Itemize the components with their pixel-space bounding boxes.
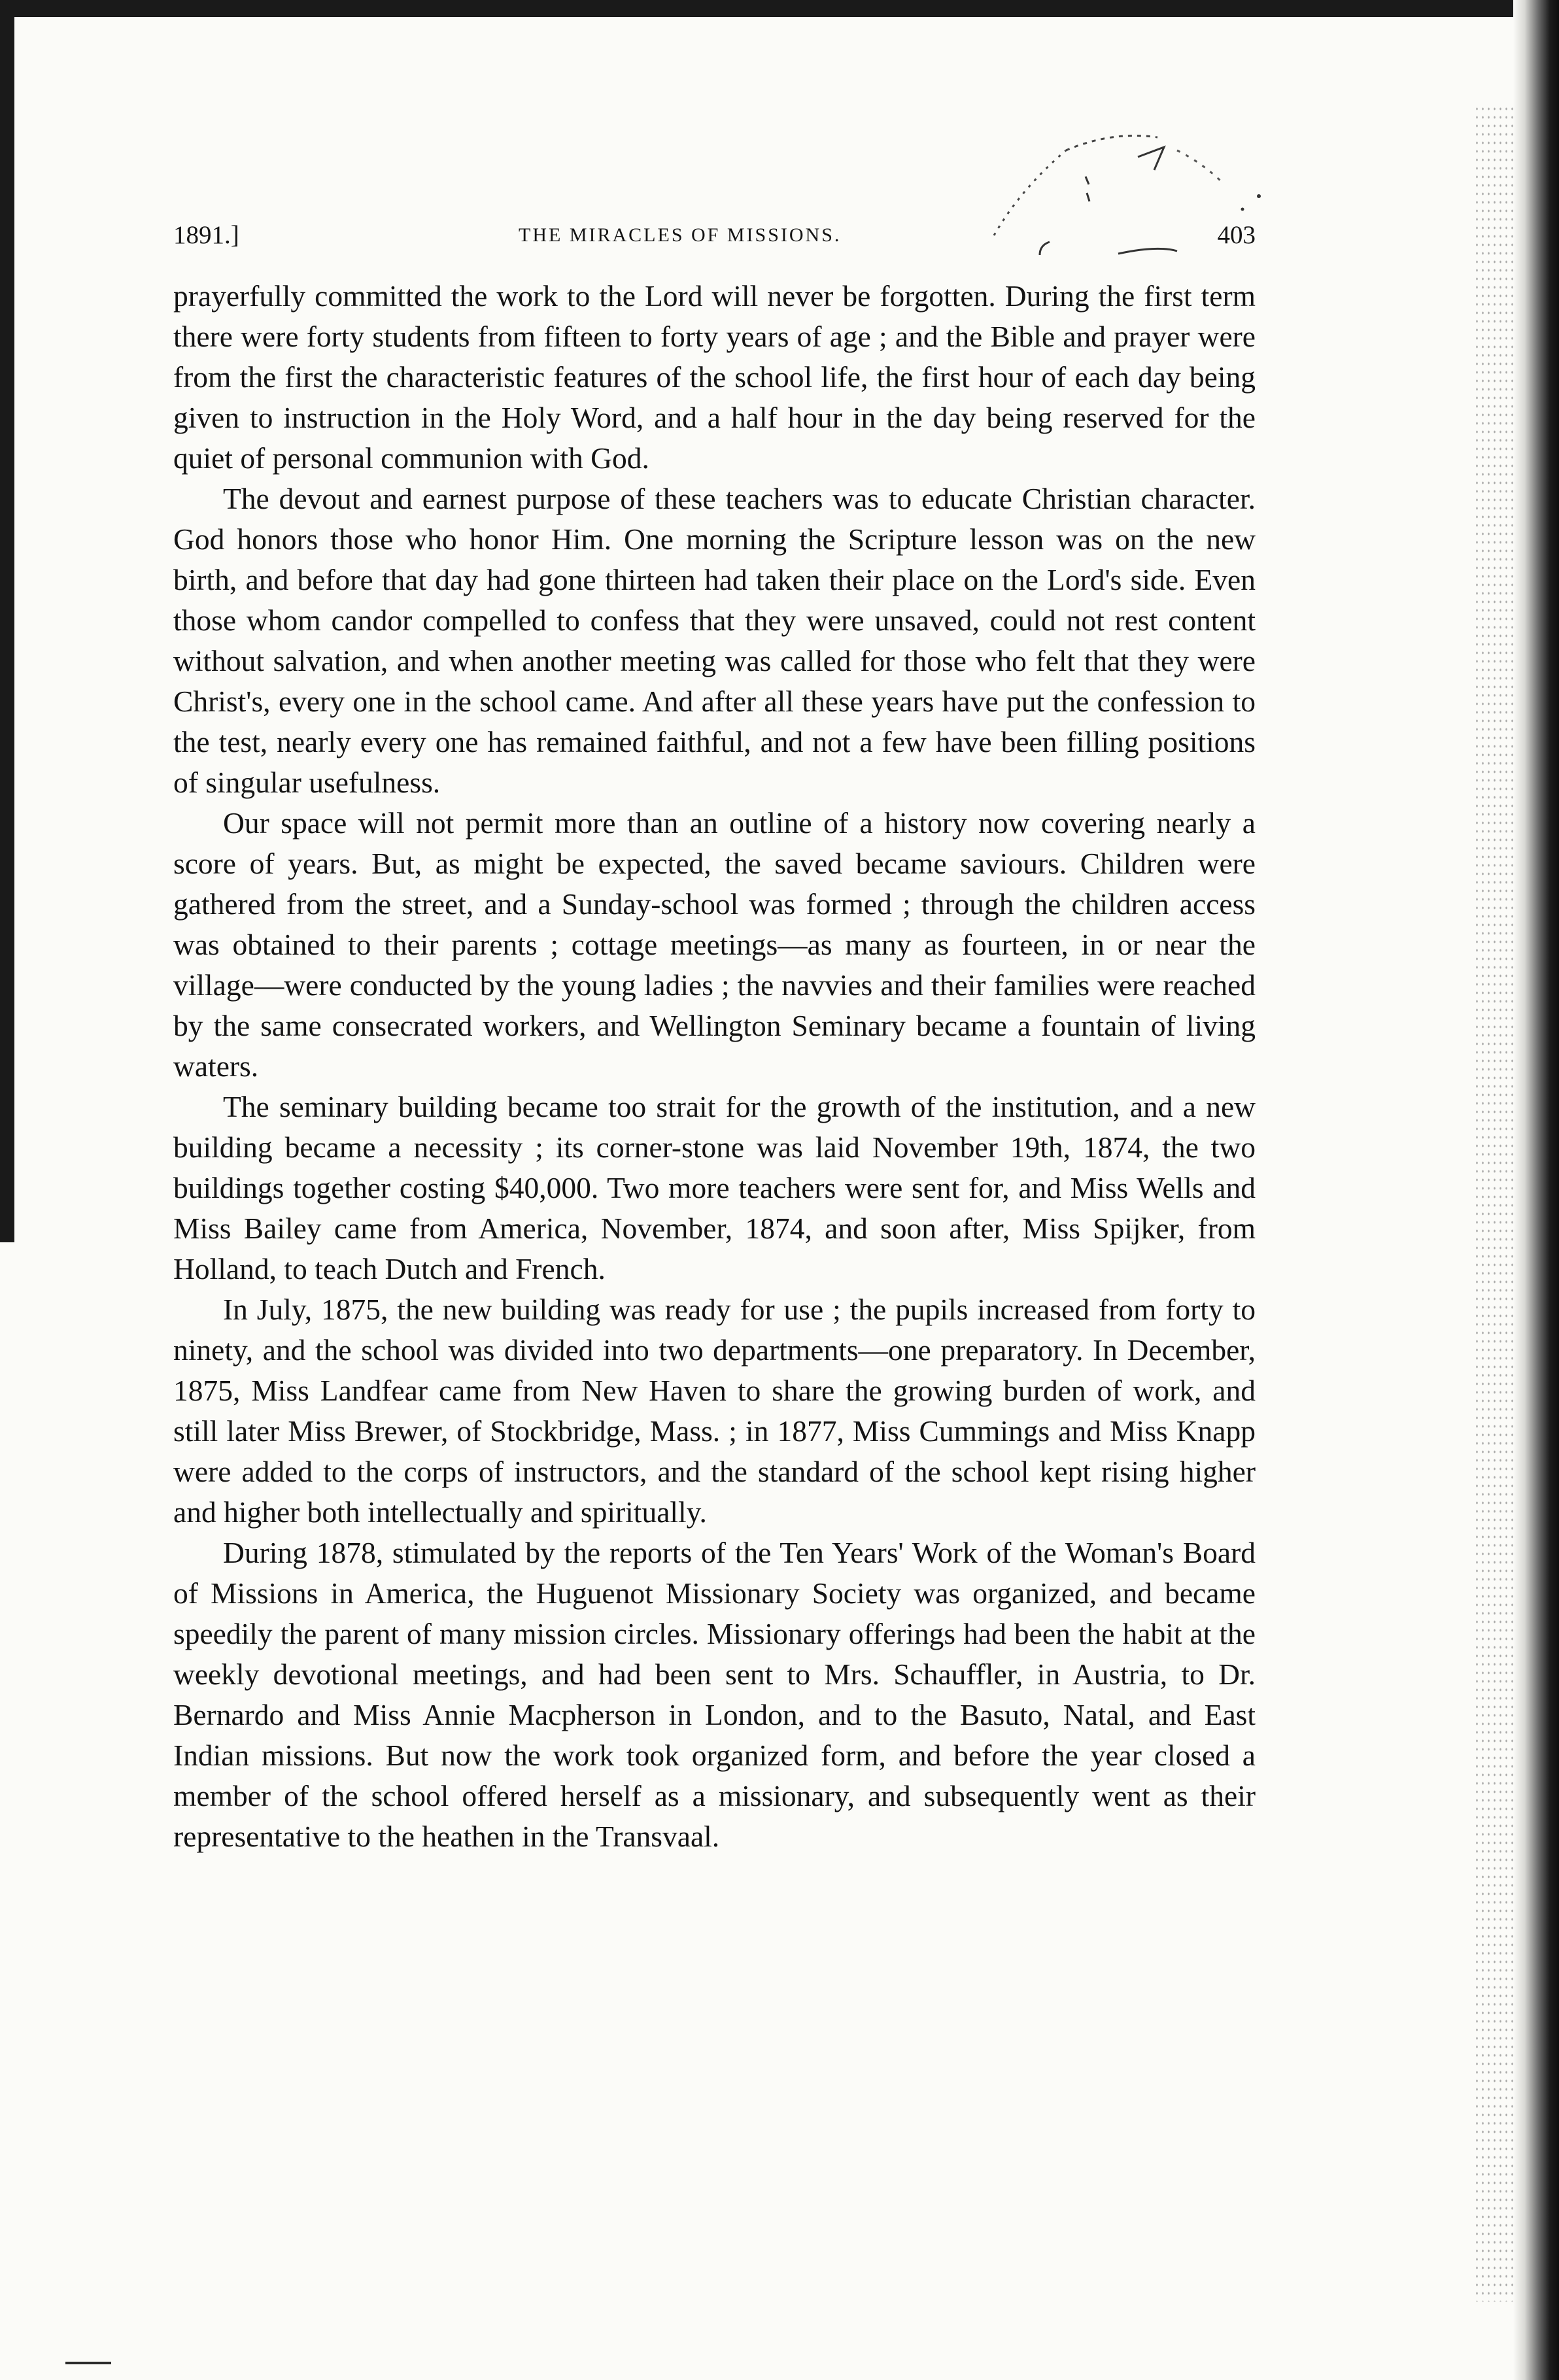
paragraph: The devout and earnest purpose of these teachers was to educate Christian character. God honors those who honor Him. One morning the Scripture lesson was on the new birth, and before that day had gone thirteen had taken their place on the Lord's side. Even those whom candor compelled to confess that they were unsaved, could not rest content without salvation, and when another meeting was called for those who felt that they were Christ's, every one in the school came. And after all these years have put the confession to the test, nearly every one has remained faithful, and not a few have been filling positions of singular usefulness.	[173, 482, 1256, 799]
paragraph: In July, 1875, the new building was ready for use ; the pupils increased from forty to ninety, and the school was divided into two departments—one preparatory. In December, 1875, Miss Landfear came from New Haven to share the growing burden of work, and still later Miss Brewer, of Stockbridge, Mass. ; in 1877, Miss Cummings and Miss Knapp were added to the corps of instructors, and the standard of the school kept rising higher and higher both intellectually and spiritually.	[173, 1293, 1256, 1529]
scan-bottom-mark	[65, 2362, 111, 2364]
scan-edge-right	[1513, 0, 1559, 2380]
paragraph: During 1878, stimulated by the reports of the Ten Years' Work of the Woman's Board of Missions in America, the Huguenot Missionary Society was organized, and became speedily the parent of many mission circles. Missionary offerings had been the habit at the weekly devotional meetings, and had been sent to Mrs. Schauffler, in Austria, to Dr. Bernardo and Miss Annie Macpherson in London, and to the Basuto, Natal, and East Indian missions. But now the work took organized form, and before the year closed a member of the school offered herself as a missionary, and subsequently went as their representative to the heathen in the Transvaal.	[173, 1536, 1256, 1853]
paragraph: Our space will not permit more than an outline of a history now covering nearly a score of years. But, as might be expected, the saved became saviours. Children were gathered from the street, and a Sunday-school was formed ; through the children access was obtained to their parents ; cottage meetings—as many as fourteen, in or near the village—were conducted by the young ladies ; the navvies and their families were reached by the same consecrated workers, and Wellington Seminary became a fountain of living waters.	[173, 806, 1256, 1083]
page-number: 403	[1217, 221, 1256, 249]
article-body	[173, 276, 1256, 1857]
header-title: THE MIRACLES OF MISSIONS.	[519, 224, 842, 246]
running-header	[173, 216, 1256, 255]
paragraph: prayerfully committed the work to the Lord will never be forgotten. During the first term there were forty students from fifteen to forty years of age ; and the Bible and prayer were from the first the characteristic features of the school life, the first hour of each day being given to instruction in the Holy Word, and a half hour in the day being reserved for the quiet of personal communion with God.	[173, 279, 1256, 475]
scan-edge-right-speckle	[1474, 105, 1513, 2302]
scan-edge-left	[0, 0, 14, 1242]
header-year: 1891.]	[173, 221, 239, 249]
paragraph: The seminary building became too strait for the growth of the institution, and a new building became a necessity ; its corner-stone was laid November 19th, 1874, the two buildings together costing $40,000. Two more teachers were sent for, and Miss Wells and Miss Bailey came from America, November, 1874, and soon after, Miss Spijker, from Holland, to teach Dutch and French.	[173, 1090, 1256, 1285]
scan-edge-top	[13, 0, 1559, 17]
